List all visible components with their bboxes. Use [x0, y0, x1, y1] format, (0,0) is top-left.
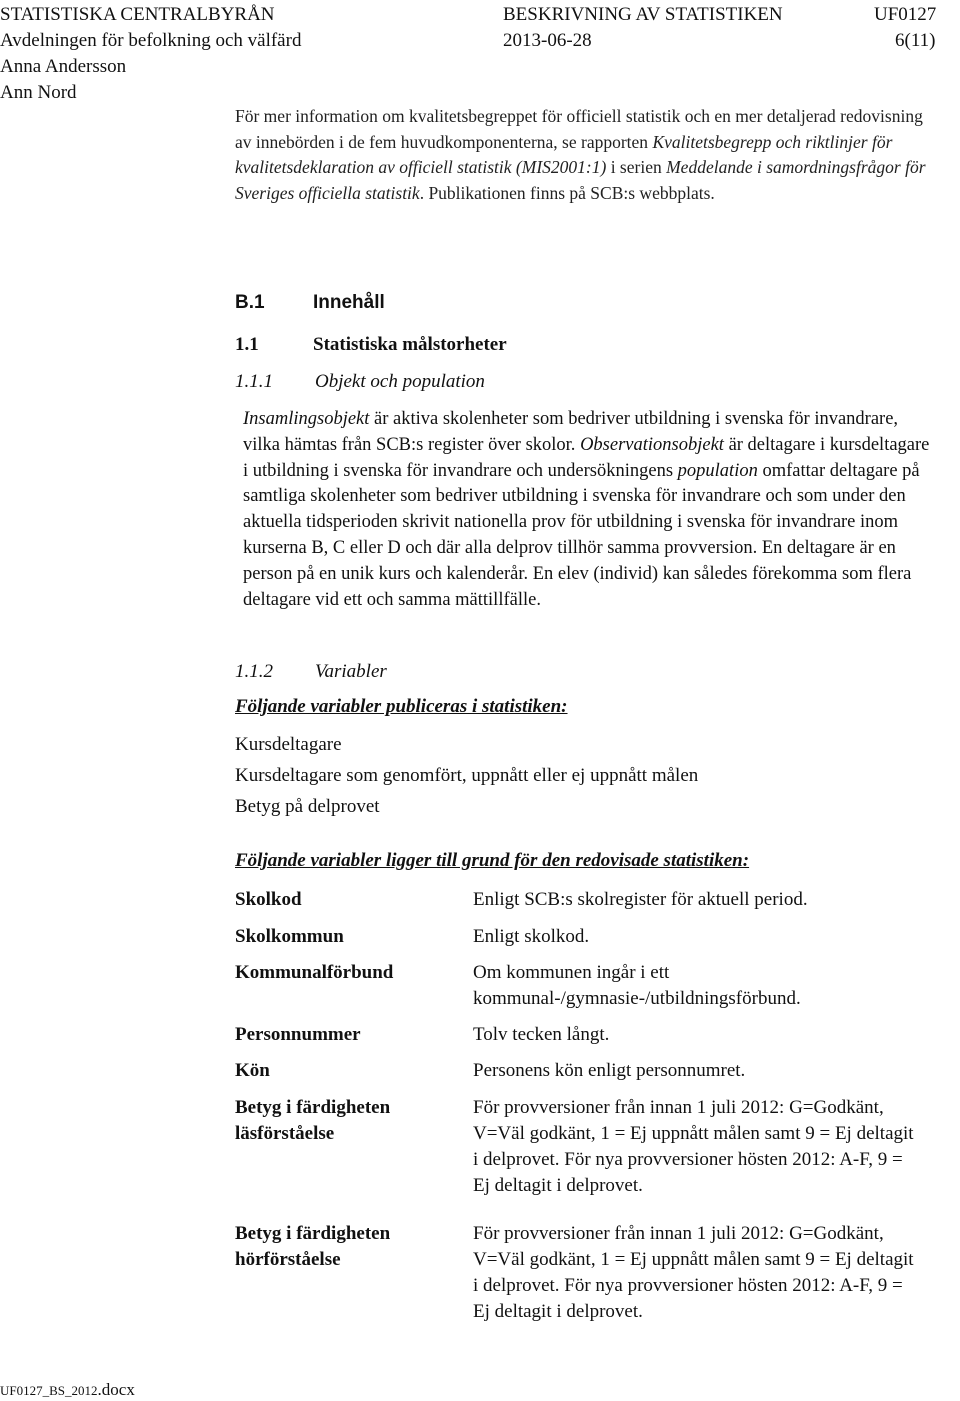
basis-variables-heading: Följande variabler ligger till grund för den redovisade statistiken:	[235, 850, 750, 871]
variable-name: Skolkommun	[235, 926, 344, 947]
intro-paragraph	[235, 104, 940, 206]
objekt-text-1: är aktiva skolenheter som bedriver utbildning i svenska för invandrare, vilka hämtas från SCB:s register över skolor.	[243, 409, 899, 455]
section-heading-1-1-1	[235, 371, 485, 393]
header-author-2: Ann Nord	[0, 82, 77, 103]
header-author-1: Anna Andersson	[0, 56, 127, 77]
section-heading-1-1	[235, 334, 507, 356]
variable-name: Skolkod	[235, 889, 302, 910]
variable-name: Betyg i färdigheten läsförståelse	[235, 1097, 391, 1144]
header-department: Avdelningen för befolkning och välfärd	[0, 30, 302, 51]
published-variable-item: Kursdeltagare	[235, 734, 342, 755]
variable-name: Kommunalförbund	[235, 962, 394, 983]
intro-report-title: Kvalitetsbegrepp och riktlinjer för kvalitetsdeklaration av officiell statistik (MIS2001:1)	[235, 131, 893, 177]
variable-description: För provversioner från innan 1 juli 2012: G=Godkänt, V=Väl godkänt, 1 = Ej uppnått målen samt 9 = Ej deltagit i delprovet. För nya provversioner hösten 2012: A-F, 9 = Ej deltagit i delprovet.	[473, 1097, 914, 1196]
variable-description: Om kommunen ingår i ett kommunal-/gymnasie-/utbildningsförbund.	[473, 962, 801, 1009]
footer-filename	[0, 1380, 135, 1400]
header-page: 6(11)	[895, 30, 936, 51]
variable-name: Kön	[235, 1060, 270, 1081]
section-number: B.1	[235, 292, 265, 313]
term-insamlingsobjekt: Insamlingsobjekt	[243, 409, 370, 429]
section-heading-1-1-2	[235, 661, 387, 683]
header-doc-type: BESKRIVNING AV STATISTIKEN	[503, 4, 783, 25]
variable-description: Enligt SCB:s skolregister för aktuell period.	[473, 889, 808, 910]
intro-text-2: i serien	[606, 157, 667, 177]
variable-name: Betyg i färdigheten hörförståelse	[235, 1223, 391, 1270]
published-variables-heading: Följande variabler publiceras i statistiken:	[235, 696, 568, 717]
objekt-text-3: omfattar deltagare på samtliga skolenheter som bedriver utbildning i svenska för invandrare och som under den aktuella tidsperioden skrivit nationella prov för utbildning i svenska för invandrare inom kurserna B, C eller D och där alla delprov tillhör samma provversion. En deltagare är en person på en unik kurs och kalenderår. En elev (individ) kan således förekomma som flera deltagare vid ett och samma mättillfälle.	[243, 460, 920, 610]
intro-text-1: För mer information om kvalitetsbegreppet för officiell statistik och en mer detaljerad redovisning av innebörden i de fem huvudkomponenterna, se rapporten	[235, 106, 923, 152]
footer-file-name: UF0127_BS_2012	[0, 1383, 98, 1398]
variable-description: Tolv tecken långt.	[473, 1024, 610, 1045]
section-title: Objekt och population	[315, 371, 485, 392]
intro-series-title: Meddelande i samordningsfrågor för Sveriges officiella statistik	[235, 157, 926, 203]
variable-name: Personnummer	[235, 1024, 361, 1045]
section-heading-b1	[235, 292, 385, 314]
published-variable-item: Kursdeltagare som genomfört, uppnått eller ej uppnått målen	[235, 765, 699, 786]
section-title: Innehåll	[313, 292, 385, 313]
header-code: UF0127	[874, 4, 937, 25]
section-number: 1.1.2	[235, 661, 273, 682]
footer-file-ext: .docx	[97, 1380, 135, 1399]
header-date: 2013-06-28	[503, 30, 592, 51]
objekt-paragraph	[243, 407, 933, 613]
variable-description: Personens kön enligt personnumret.	[473, 1060, 746, 1081]
section-number: 1.1.1	[235, 371, 273, 392]
section-title: Variabler	[315, 661, 387, 682]
objekt-text-2: är deltagare i kursdeltagare i utbildning i svenska för invandrare och undersökningens	[243, 434, 930, 481]
variable-description: För provversioner från innan 1 juli 2012: G=Godkänt, V=Väl godkänt, 1 = Ej uppnått målen samt 9 = Ej deltagit i delprovet. För nya provversioner hösten 2012: A-F, 9 = Ej deltagit i delprovet.	[473, 1223, 914, 1322]
term-population: population	[677, 460, 758, 481]
section-number: 1.1	[235, 334, 259, 355]
term-observationsobjekt: Observationsobjekt	[580, 434, 724, 455]
published-variable-item: Betyg på delprovet	[235, 796, 380, 817]
section-title: Statistiska målstorheter	[313, 334, 507, 355]
variable-description: Enligt skolkod.	[473, 926, 590, 947]
intro-text-3: . Publikationen finns på SCB:s webbplats.	[419, 182, 715, 203]
header-org: STATISTISKA CENTRALBYRÅN	[0, 4, 275, 25]
